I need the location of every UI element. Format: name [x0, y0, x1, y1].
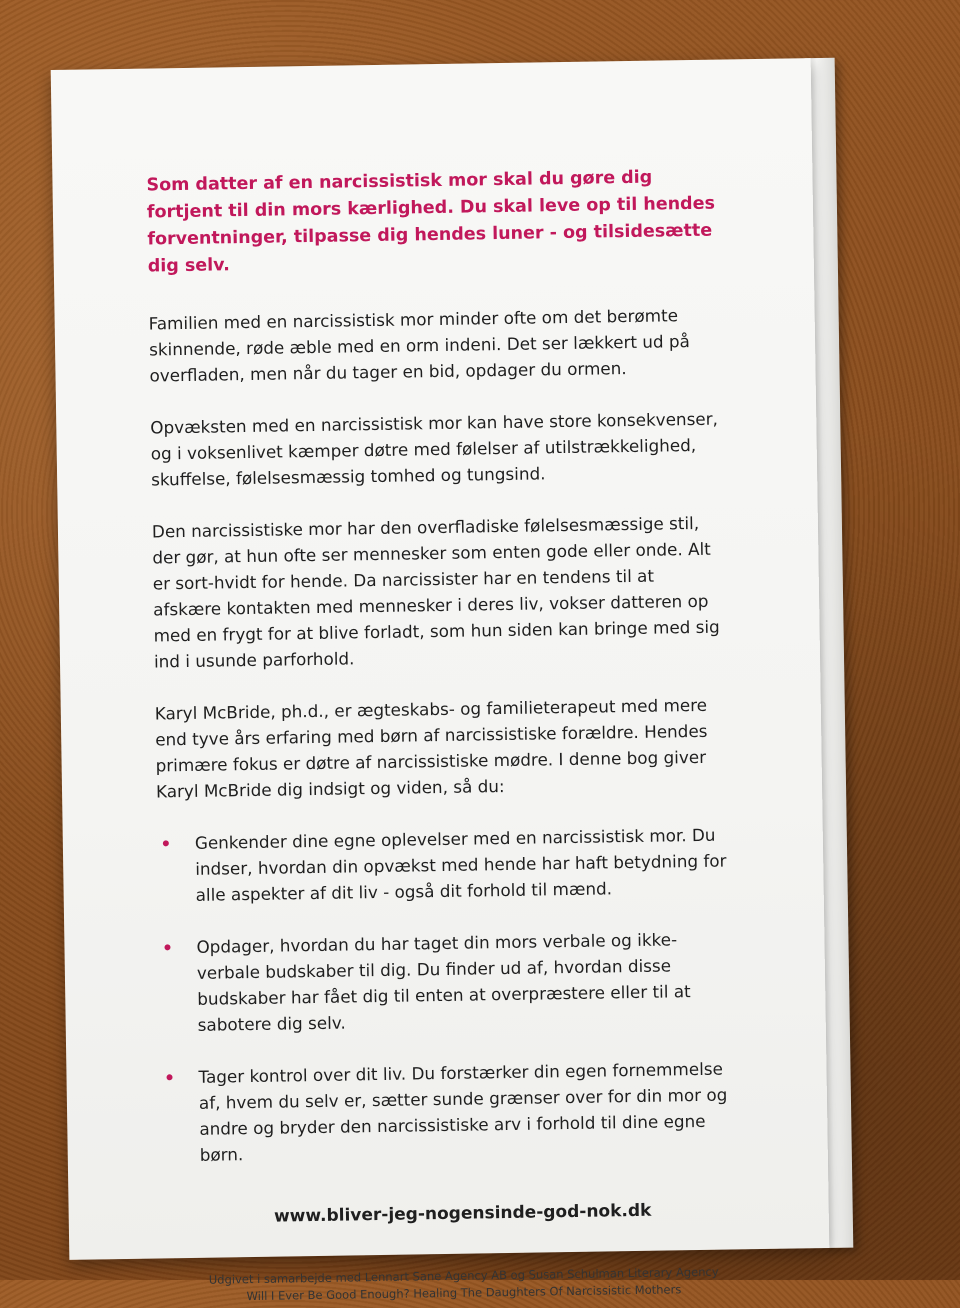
back-cover [51, 58, 830, 1304]
website-url: www.bliver-jeg-nogensinde-god-nok.dk [273, 1200, 652, 1227]
publisher-note [164, 1263, 734, 1306]
bullet-text: Tager kontrol over dit liv. Du forstærker din egen fornemmelse af, hvem du selv er, sætter sunde grænser over for din mor og andre og bryder den narcissistiske arv i forhold til dine egne børn. [198, 1058, 728, 1165]
book [51, 58, 830, 1304]
publisher-line: Udgivet i samarbejde med Lennart Sane Agency AB og Susan Schulman Literary Agency [208, 1264, 719, 1287]
paragraph: Opvæksten med en narcissistisk mor kan have store konsekvenser, og i voksenlivet kæmper døtre med følelser af utilstrækkelighed, skuffelse, følelsesmæssig tomhed og tungsind. [150, 408, 719, 490]
bullet-dot-icon [163, 840, 169, 846]
bullet-dot-icon [166, 1074, 172, 1080]
bullet-item [158, 926, 730, 1039]
paragraph: Familien med en narcissistisk mor minder ofte om det berømte skinnende, røde æble med en orm indeni. Det ser lækkert ud på overfladen, men når du tager en bid, opdager du ormen. [148, 305, 691, 386]
intro-text: Som datter af en narcissistisk mor skal du gøre dig fortjent til din mors kærlighed. Du skal leve op til hendes forventninger, tilpasse dig hendes luner - og tilsidesætte dig selv. [146, 167, 716, 277]
paragraph: Den narcissistiske mor har den overfladiske følelsesmæssige stil, der gør, at hun ofte ser mennesker som enten gode eller onde. Alt er sort-hvidt for hende. Da narcissister har en tendens til at afskære kontakten med mennesker i deres liv, vokser datteren op med en frygt for at blive forladt, som hun siden kan bringe med sig ind i usunde parforhold. [151, 512, 720, 672]
bullet-text: Genkender dine egne oplevelser med en narcissistisk mor. Du indser, hvordan din opvækst med hende har haft betydning for alle aspekter af dit liv - også dit forhold til mænd. [194, 824, 727, 905]
bullet-dot-icon [164, 944, 170, 950]
bullet-item [157, 822, 728, 909]
bullet-text: Opdager, hvordan du har taget din mors verbale og ikke-verbale budskaber til dig. Du finder ud af, hvordan disse budskaber har fået dig til enten at overpræstere eller til at sabotere dig selv. [196, 929, 691, 1035]
cover-text [146, 164, 734, 1307]
original-title: Will I Ever Be Good Enough? Healing The Daughters Of Narcissistic Mothers [246, 1282, 682, 1304]
paragraph: Karyl McBride, ph.d., er ægteskabs- og familieterapeut med mere end tyve års erfaring med børn af narcissistiske forældre. Hendes primære fokus er døtre af narcissistiske mødre. I denne bog giver Karyl McBride dig indsigt og viden, så du: [154, 694, 708, 802]
bullet-item [160, 1055, 732, 1168]
bullet-list [157, 822, 732, 1169]
